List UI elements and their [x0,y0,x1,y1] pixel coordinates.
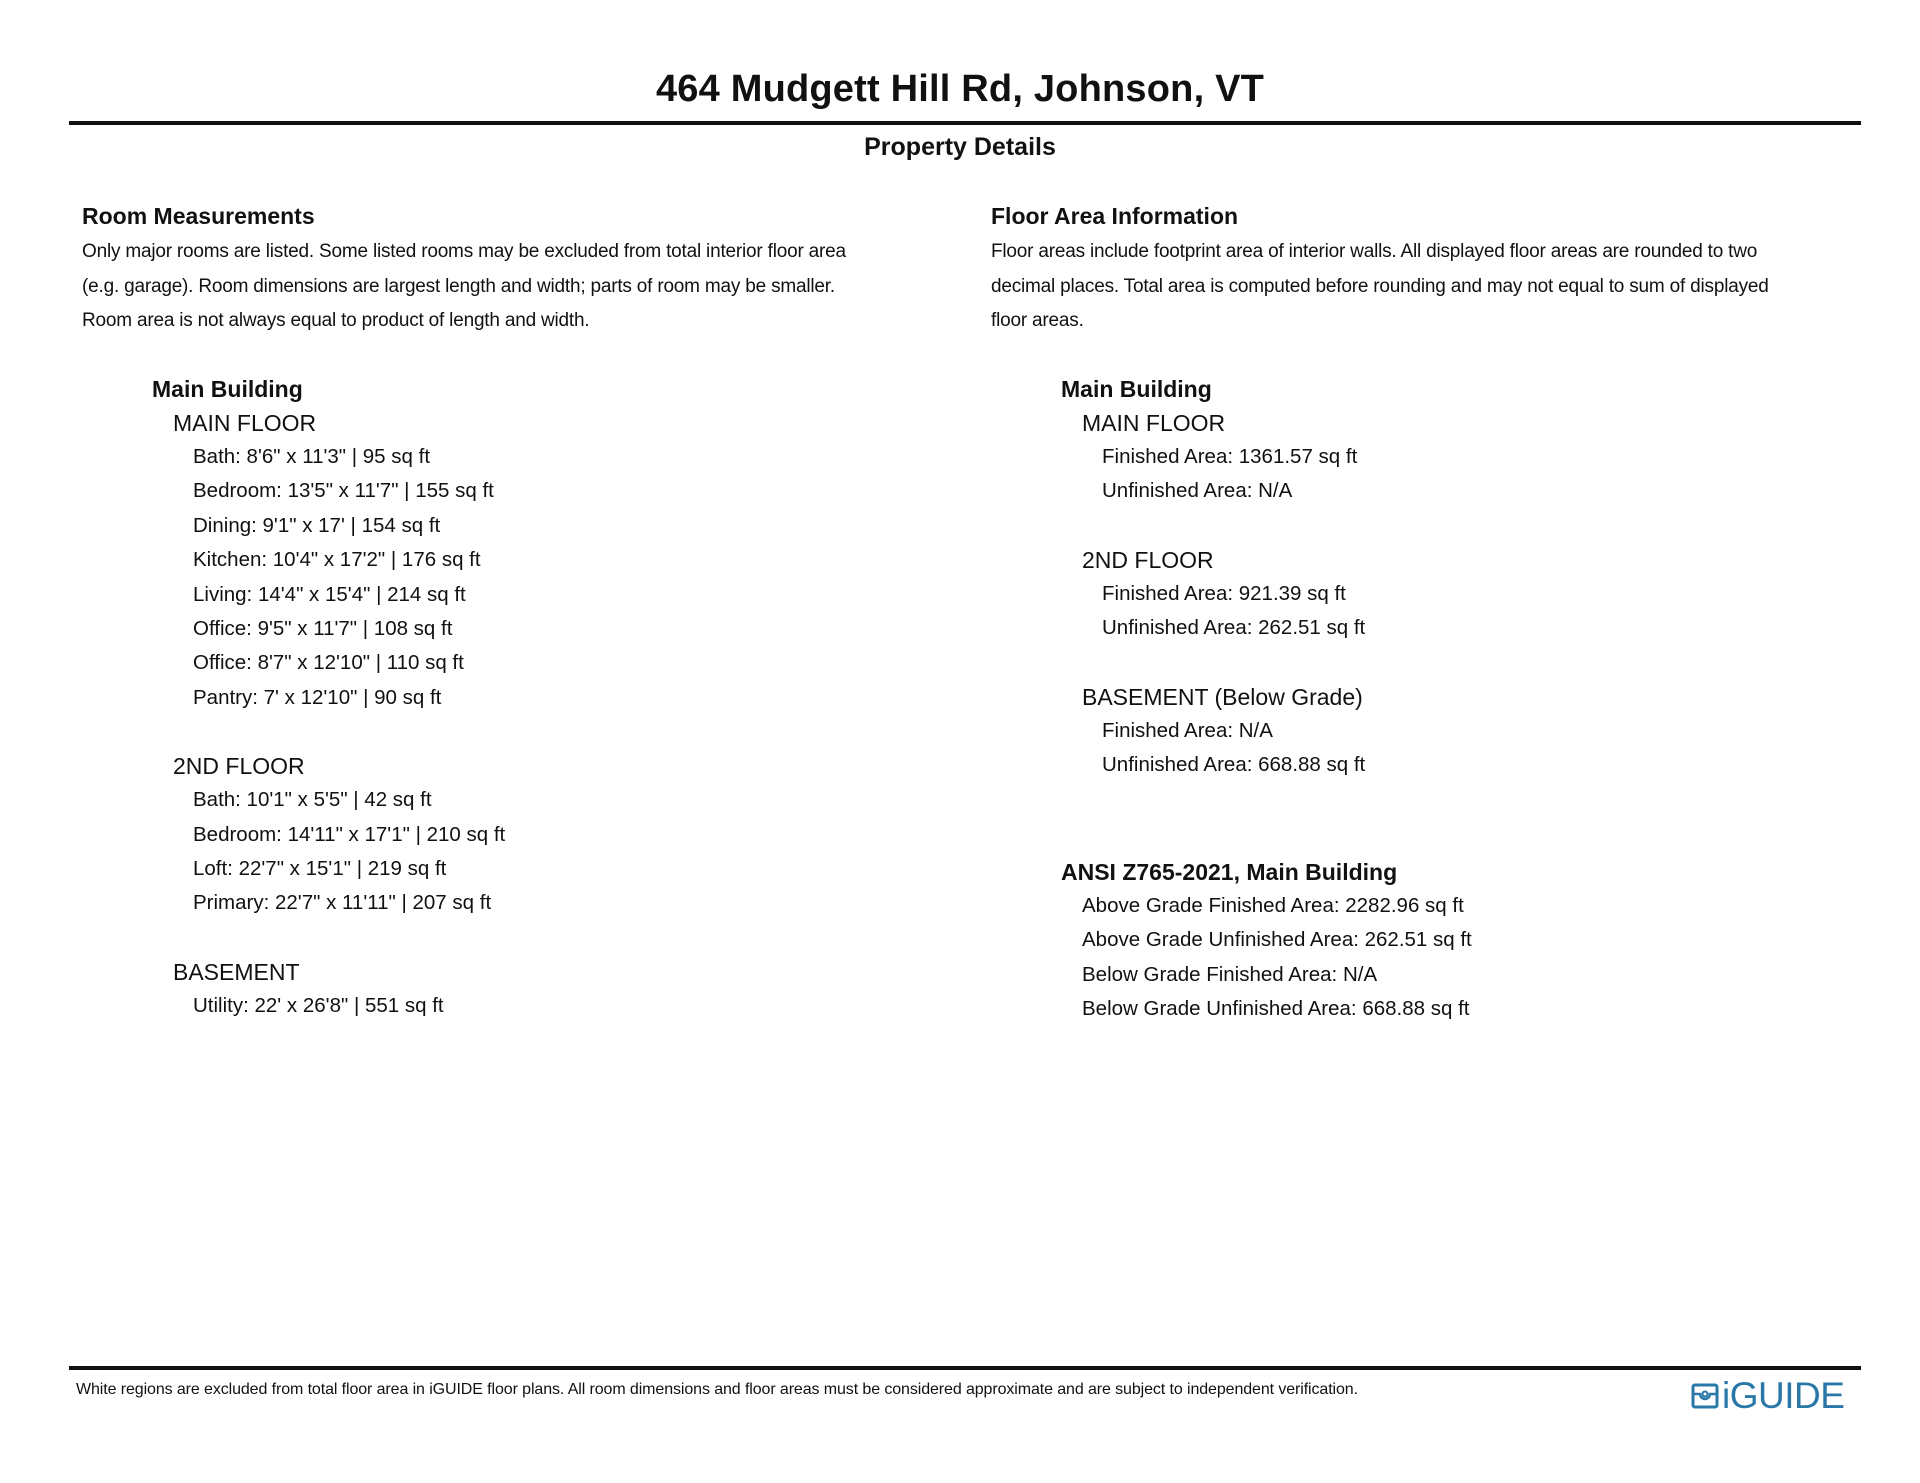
floor-2nd [173,749,505,921]
room-item: Kitchen: 10'4" x 17'2" | 176 sq ft [193,548,481,572]
area-item: Finished Area: 921.39 sq ft [1102,581,1346,605]
ansi-heading: ANSI Z765-2021, Main Building [1061,859,1398,885]
room-item: Dining: 9'1" x 17' | 154 sq ft [193,513,441,537]
room-item: Utility: 22' x 26'8" | 551 sq ft [193,993,444,1017]
description-line: (e.g. garage). Room dimensions are largest length and width; parts of room may be smaller. [82,275,835,297]
room-measurements-building [152,372,505,1023]
room-item: Bedroom: 14'11" x 17'1" | 210 sq ft [193,822,506,846]
area-floor-2nd [1082,543,1365,646]
logo-text: iGUIDE [1722,1375,1845,1416]
room-measurements-section [82,200,962,339]
camera-box-icon [1691,1383,1719,1409]
footer-disclaimer: White regions are excluded from total floor area in iGUIDE floor plans. All room dimensions and floor areas must be considered approximate and are subject to independent verification. [76,1381,1358,1398]
floor-title: BASEMENT [173,958,300,985]
room-item: Bedroom: 13'5" x 11'7" | 155 sq ft [193,479,494,503]
page-title: 464 Mudgett Hill Rd, Johnson, VT [655,68,1265,110]
room-item: Bath: 10'1" x 5'5" | 42 sq ft [193,788,432,812]
building-title: Main Building [152,376,303,402]
room-item: Office: 8'7" x 12'10" | 110 sq ft [193,651,464,675]
ansi-item: Above Grade Unfinished Area: 262.51 sq ft [1082,928,1472,952]
area-item: Finished Area: 1361.57 sq ft [1102,445,1358,468]
floor-title: 2ND FLOOR [173,753,305,780]
ansi-section [1061,855,1472,1027]
floor-title: BASEMENT (Below Grade) [1082,683,1363,710]
description-line: Only major rooms are listed. Some listed rooms may be excluded from total interior floor area [82,241,846,262]
ansi-item: Above Grade Finished Area: 2282.96 sq ft [1082,894,1464,917]
description-line: Floor areas include footprint area of interior walls. All displayed floor areas are rounded to two [991,241,1758,262]
area-item: Finished Area: N/A [1102,718,1273,742]
room-item: Pantry: 7' x 12'10" | 90 sq ft [193,685,442,709]
description-line: Room area is not always equal to product of length and width. [82,310,590,331]
room-item: Office: 9'5" x 11'7" | 108 sq ft [193,617,453,641]
area-item: Unfinished Area: N/A [1102,479,1293,503]
page-subtitle: Property Details [864,133,1056,161]
description-line: floor areas. [991,310,1084,331]
ansi-item: Below Grade Unfinished Area: 668.88 sq ft [1082,997,1470,1021]
room-item: Loft: 22'7" x 15'1" | 219 sq ft [193,857,447,881]
room-item: Primary: 22'7" x 11'11" | 207 sq ft [193,891,492,915]
footer-divider [69,1366,1861,1370]
building-title: Main Building [1061,376,1212,402]
section-heading: Floor Area Information [991,203,1239,229]
floor-basement [173,955,505,1023]
floor-title: 2ND FLOOR [1082,546,1214,573]
floor-title: MAIN FLOOR [1082,410,1226,436]
description-line: decimal places. Total area is computed before rounding and may not equal to sum of displayed [991,275,1769,297]
floor-main [173,406,505,715]
floor-area-building [1061,372,1365,782]
header-divider [69,121,1861,125]
area-floor-basement [1082,680,1365,783]
iguide-logo [1691,1376,1844,1416]
room-item: Bath: 8'6" x 11'3" | 95 sq ft [193,445,431,468]
section-heading: Room Measurements [82,203,315,229]
area-item: Unfinished Area: 262.51 sq ft [1102,616,1366,640]
floor-area-section [991,200,1871,339]
area-item: Unfinished Area: 668.88 sq ft [1102,753,1366,777]
ansi-item: Below Grade Finished Area: N/A [1082,962,1378,986]
section-description [82,235,962,339]
floor-title: MAIN FLOOR [173,410,317,436]
room-item: Living: 14'4" x 15'4" | 214 sq ft [193,582,466,606]
section-description [991,235,1871,339]
area-floor-main [1082,406,1365,509]
